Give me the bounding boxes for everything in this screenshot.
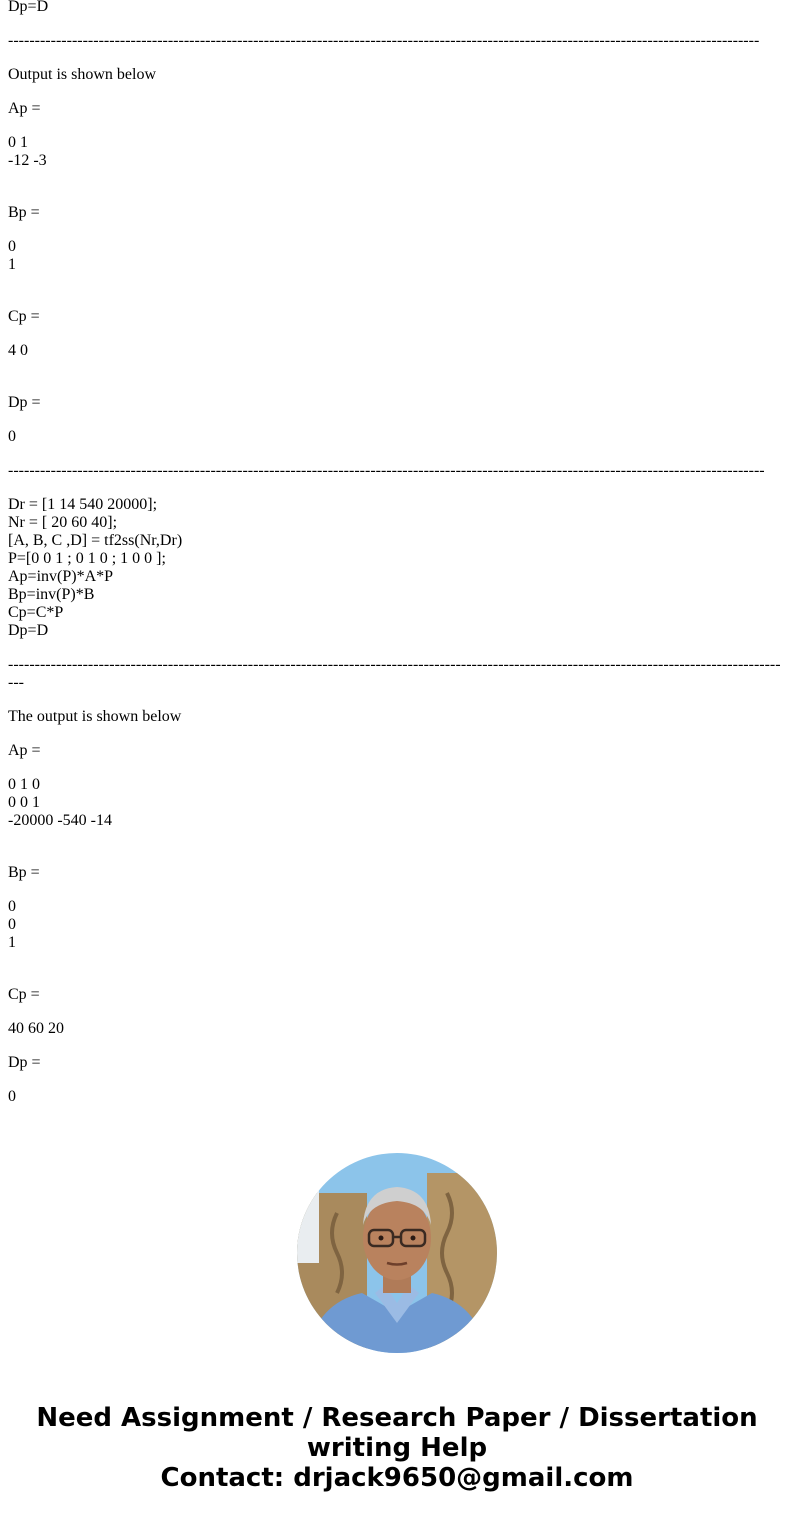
matrix-label: Cp = xyxy=(8,308,40,325)
code-line: Bp=inv(P)*B xyxy=(8,586,95,603)
matrix-row: 0 xyxy=(8,238,16,255)
matrix-row: 0 0 1 xyxy=(8,794,40,811)
separator-line: ------------------------------------------------------------------------------------------------------------------------------------------------- xyxy=(8,656,781,673)
code-line: Cp=C*P xyxy=(8,604,64,621)
separator-line-tail: --- xyxy=(8,674,24,691)
matrix-label: Dp = xyxy=(8,394,41,411)
matrix-row: 0 xyxy=(8,1088,16,1105)
tutor-photo-icon xyxy=(297,1153,497,1353)
code-line: Ap=inv(P)*A*P xyxy=(8,568,114,585)
matrix-row: 0 1 xyxy=(8,134,28,151)
output-heading: The output is shown below xyxy=(8,708,182,725)
matrix-row: -12 -3 xyxy=(8,152,47,169)
code-line: Dr = [1 14 540 20000]; xyxy=(8,496,158,513)
matrix-row: -20000 -540 -14 xyxy=(8,812,112,829)
matrix-row: 4 0 xyxy=(8,342,28,359)
matrix-label: Dp = xyxy=(8,1054,41,1071)
code-line: [A, B, C ,D] = tf2ss(Nr,Dr) xyxy=(8,532,183,549)
footer-line: Need Assignment / Research Paper / Dissertation xyxy=(36,1403,758,1433)
photo-eye-right xyxy=(411,1236,416,1241)
matrix-row: 0 1 0 xyxy=(8,776,40,793)
separator-line: --------------------------------------------------------------------------------------------------------------------------------------------- xyxy=(8,32,760,49)
footer-contact-email: Contact: drjack9650@gmail.com xyxy=(160,1463,634,1493)
code-line: Nr = [ 20 60 40]; xyxy=(8,514,118,531)
code-line: P=[0 0 1 ; 0 1 0 ; 1 0 0 ]; xyxy=(8,550,166,567)
separator-line: ---------------------------------------------------------------------------------------------------------------------------------------------- xyxy=(8,462,765,479)
matrix-row: 0 xyxy=(8,428,16,445)
matrix-label: Ap = xyxy=(8,100,41,117)
matrix-label: Bp = xyxy=(8,204,40,221)
matrix-label: Bp = xyxy=(8,864,40,881)
matrix-label: Cp = xyxy=(8,986,40,1003)
footer-contact xyxy=(0,1403,794,1493)
footer-line: writing Help xyxy=(306,1433,488,1463)
matrix-row: 40 60 20 xyxy=(8,1020,64,1037)
matrix-row: 1 xyxy=(8,934,16,951)
matrix-row: 0 xyxy=(8,916,16,933)
photo-eye-left xyxy=(379,1236,384,1241)
code-line: Dp=D xyxy=(8,0,49,15)
output-heading: Output is shown below xyxy=(8,66,156,83)
photo-window xyxy=(297,1173,319,1263)
matrix-row: 0 xyxy=(8,898,16,915)
matrix-row: 1 xyxy=(8,256,16,273)
matrix-label: Ap = xyxy=(8,742,41,759)
avatar xyxy=(297,1153,497,1353)
code-line: Dp=D xyxy=(8,622,49,639)
document-body xyxy=(8,0,788,1106)
